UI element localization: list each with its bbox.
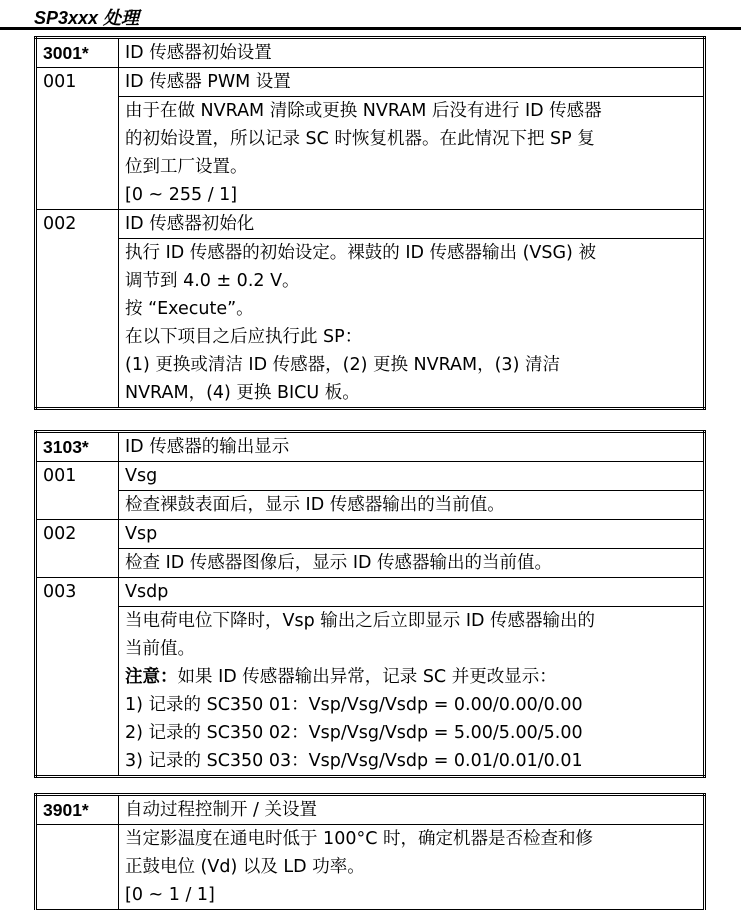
item-description bbox=[119, 825, 705, 910]
table-row bbox=[36, 491, 705, 520]
table-row bbox=[36, 210, 705, 239]
desc-line: 当定影温度在通电时低于 100°C 时，确定机器是否检查和修 bbox=[125, 829, 593, 849]
desc-line: 的初始设置，所以记录 SC 时恢复机器。在此情况下把 SP 复 bbox=[125, 129, 595, 149]
sp-code: 3103* bbox=[36, 432, 119, 462]
table-row bbox=[36, 97, 705, 210]
note-line bbox=[125, 663, 697, 691]
item-number-empty bbox=[36, 825, 119, 910]
item-name: ID 传感器初始化 bbox=[119, 210, 705, 239]
desc-line: 检查 ID 传感器图像后，显示 ID 传感器输出的当前值。 bbox=[125, 553, 553, 573]
sp-title: ID 传感器初始设置 bbox=[119, 38, 705, 68]
item-number: 002 bbox=[36, 210, 119, 409]
item-description bbox=[119, 549, 705, 578]
desc-line: 正鼓电位 (Vd) 以及 LD 功率。 bbox=[125, 857, 365, 877]
table-row bbox=[36, 462, 705, 491]
desc-line: 执行 ID 传感器的初始设定。裸鼓的 ID 传感器输出 (VSG) 被 bbox=[125, 243, 596, 263]
desc-line: 由于在做 NVRAM 清除或更换 NVRAM 后没有进行 ID 传感器 bbox=[125, 101, 602, 121]
table-row bbox=[36, 68, 705, 97]
table-row bbox=[36, 239, 705, 409]
item-number: 002 bbox=[36, 520, 119, 578]
table-row bbox=[36, 578, 705, 607]
sp-title: 自动过程控制开 / 关设置 bbox=[119, 795, 705, 825]
desc-line: 调节到 4.0 ± 0.2 V。 bbox=[125, 271, 300, 291]
heading-rule bbox=[0, 27, 741, 30]
desc-line: 当前值。 bbox=[125, 639, 195, 659]
note-text: 如果 ID 传感器输出异常，记录 SC 并更改显示： bbox=[177, 667, 557, 687]
sp-table-3001 bbox=[34, 36, 706, 410]
desc-line: 检查裸鼓表面后，显示 ID 传感器输出的当前值。 bbox=[125, 495, 505, 515]
desc-line: [0 ~ 1 / 1] bbox=[125, 885, 215, 905]
item-description bbox=[119, 607, 705, 777]
note-label: 注意： bbox=[125, 667, 178, 687]
note-item: 3) 记录的 SC350 03：Vsp/Vsg/Vsdp = 0.01/0.01/0.01 bbox=[125, 751, 583, 771]
item-description bbox=[119, 239, 705, 409]
item-name: ID 传感器 PWM 设置 bbox=[119, 68, 705, 97]
note-item: 1) 记录的 SC350 01：Vsp/Vsg/Vsdp = 0.00/0.00/0.00 bbox=[125, 695, 583, 715]
table-row bbox=[36, 520, 705, 549]
desc-line: (1) 更换或清洁 ID 传感器，(2) 更换 NVRAM，(3) 清洁 bbox=[125, 355, 560, 375]
item-name: Vsp bbox=[119, 520, 705, 549]
item-name: Vsdp bbox=[119, 578, 705, 607]
desc-line: 位到工厂设置。 bbox=[125, 157, 248, 177]
item-description bbox=[119, 97, 705, 210]
item-number: 001 bbox=[36, 68, 119, 210]
desc-line: NVRAM，(4) 更换 BICU 板。 bbox=[125, 383, 360, 403]
table-header-row bbox=[36, 795, 705, 825]
desc-line: 在以下项目之后应执行此 SP： bbox=[125, 327, 363, 347]
sp-title: ID 传感器的输出显示 bbox=[119, 432, 705, 462]
table-row bbox=[36, 549, 705, 578]
sp-code: 3901* bbox=[36, 795, 119, 825]
sp-table-3103 bbox=[34, 430, 706, 778]
note-item: 2) 记录的 SC350 02：Vsp/Vsg/Vsdp = 5.00/5.00/5.00 bbox=[125, 723, 583, 743]
sp-code: 3001* bbox=[36, 38, 119, 68]
desc-line: 按 “Execute”。 bbox=[125, 299, 254, 319]
item-description bbox=[119, 491, 705, 520]
table-row bbox=[36, 825, 705, 910]
sp-table-3901 bbox=[34, 793, 706, 910]
section-heading: SP3xxx 处理 bbox=[34, 8, 140, 28]
item-number: 003 bbox=[36, 578, 119, 777]
desc-line: [0 ~ 255 / 1] bbox=[125, 185, 238, 205]
desc-line: 当电荷电位下降时，Vsp 输出之后立即显示 ID 传感器输出的 bbox=[125, 611, 596, 631]
table-header-row bbox=[36, 38, 705, 68]
table-header-row bbox=[36, 432, 705, 462]
item-number: 001 bbox=[36, 462, 119, 520]
item-name: Vsg bbox=[119, 462, 705, 491]
table-row bbox=[36, 607, 705, 777]
